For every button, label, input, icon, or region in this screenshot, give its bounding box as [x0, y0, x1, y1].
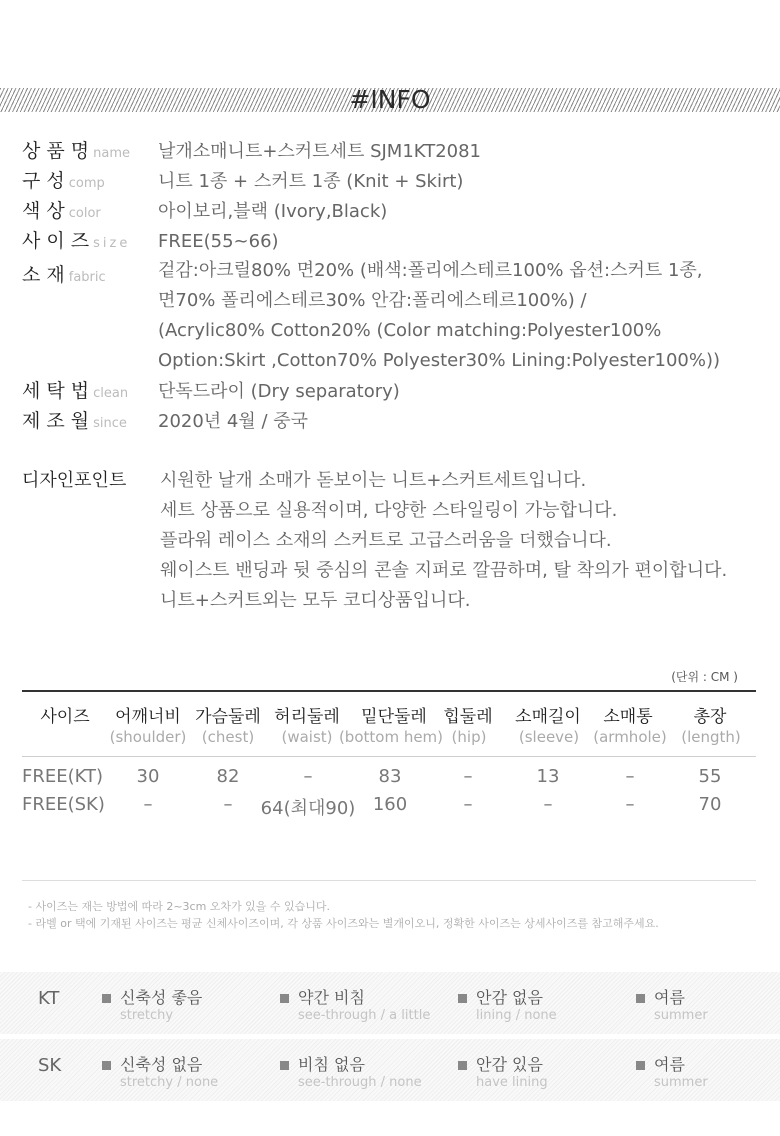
- feature-en: stretchy / none: [120, 1075, 219, 1090]
- info-value-line: Option:Skirt ,Cotton70% Polyester30% Lining:Polyester100%)): [158, 350, 721, 371]
- bullet-square-icon: [636, 1061, 645, 1070]
- col-sub-hip: (hip): [451, 728, 487, 746]
- bullet-square-icon: [280, 994, 289, 1003]
- feature-en: see-through / none: [298, 1075, 422, 1090]
- col-sub-length: (length): [681, 728, 741, 746]
- col-head-sleeve: 소매길이: [515, 707, 581, 727]
- col-head-armhole: 소매통: [603, 707, 653, 727]
- info-row-clean: [22, 376, 400, 407]
- feature-ko: 안감 없음: [476, 988, 543, 1007]
- design-point-line: 플라워 레이스 소재의 스커트로 고급스러움을 더했습니다.: [160, 530, 612, 551]
- cell-hip: –: [463, 794, 473, 815]
- info-label: [22, 166, 158, 193]
- cell-chest: 82: [216, 766, 240, 787]
- label-ko: 사 이 즈: [22, 230, 90, 252]
- info-row-since: [22, 406, 308, 437]
- band-label: KT: [38, 988, 60, 1009]
- label-ko: 색 상: [22, 200, 65, 222]
- cell-sleeve: 13: [536, 766, 560, 787]
- label-en: color: [68, 206, 101, 221]
- feature-ko: 여름: [654, 1055, 685, 1074]
- info-value-line: 면70% 폴리에스테르30% 안감:폴리에스테르100%) /: [158, 290, 587, 311]
- col-head-hem: 밑단둘레: [361, 707, 427, 727]
- col-head-chest: 가슴둘레: [195, 707, 261, 727]
- table-top-rule: [22, 690, 756, 692]
- cell-waist: –: [303, 766, 313, 787]
- col-head-hip: 힙둘레: [443, 707, 493, 727]
- label-en: clean: [93, 386, 129, 401]
- label-ko: 소 재: [22, 264, 65, 286]
- unit-label: (단위 : CM ): [671, 670, 738, 684]
- feature-item: [458, 1055, 548, 1090]
- note-line: - 사이즈는 재는 방법에 따라 2~3cm 오차가 있을 수 있습니다.: [28, 900, 331, 913]
- row-size-sk: FREE(SK): [22, 794, 105, 815]
- cell-hip: –: [463, 766, 473, 787]
- label-ko: 구 성: [22, 170, 65, 192]
- feature-item: [102, 988, 202, 1023]
- info-value: FREE(55~66): [158, 231, 279, 252]
- cell-sleeve: –: [543, 794, 553, 815]
- feature-ko: 안감 있음: [476, 1055, 543, 1074]
- info-value-line: (Acrylic80% Cotton20% (Color matching:Polyester100%: [158, 320, 662, 341]
- info-row-name: [22, 136, 481, 167]
- design-point-label: 디자인포인트: [22, 470, 127, 491]
- col-sub-sleeve: (sleeve): [518, 728, 580, 746]
- cell-shoulder: 30: [136, 766, 160, 787]
- feature-ko: 약간 비침: [298, 988, 365, 1007]
- row-size-kt: FREE(KT): [22, 766, 104, 787]
- info-label: [22, 406, 158, 433]
- feature-item: [280, 988, 430, 1023]
- feature-item: [636, 988, 708, 1023]
- bullet-square-icon: [102, 994, 111, 1003]
- feature-en: have lining: [476, 1075, 548, 1090]
- col-head-waist: 허리둘레: [274, 707, 340, 727]
- label-ko: 제 조 월: [22, 410, 90, 432]
- info-value: 아이보리,블랙 (Ivory,Black): [158, 201, 388, 222]
- cell-waist: 64(최대90): [260, 798, 356, 819]
- cell-hem: 83: [378, 766, 402, 787]
- feature-band-sk: [0, 1039, 780, 1101]
- design-point-line: 웨이스트 밴딩과 뒷 중심의 콘솔 지퍼로 깔끔하며, 탈 착의가 편이합니다.: [160, 560, 728, 581]
- col-sub-waist: (waist): [281, 728, 333, 746]
- col-sub-shoulder: (shoulder): [109, 728, 187, 746]
- feature-en: lining / none: [476, 1008, 557, 1023]
- feature-en: stretchy: [120, 1008, 174, 1023]
- bullet-square-icon: [102, 1061, 111, 1070]
- col-head-size: 사이즈: [40, 707, 90, 727]
- feature-ko: 여름: [654, 988, 685, 1007]
- cell-length: 55: [698, 766, 722, 787]
- col-sub-hem: (bottom hem): [338, 728, 444, 746]
- label-en: size: [93, 236, 131, 251]
- info-title: #INFO: [349, 85, 431, 114]
- col-sub-chest: (chest): [201, 728, 255, 746]
- info-label: [22, 196, 158, 223]
- feature-item: [102, 1055, 218, 1090]
- band-label: SK: [38, 1055, 62, 1076]
- feature-item: [636, 1055, 708, 1090]
- label-en: name: [93, 146, 131, 161]
- table-bottom-rule: [22, 880, 756, 881]
- feature-ko: 신축성 없음: [120, 1055, 203, 1074]
- design-point-line: 니트+스커트외는 모두 코디상품입니다.: [160, 590, 471, 611]
- cell-shoulder: –: [143, 794, 153, 815]
- feature-item: [280, 1055, 422, 1090]
- fabric-value: [158, 256, 720, 376]
- info-value: 날개소매니트+스커트세트 SJM1KT2081: [158, 141, 481, 162]
- design-point-line: 세트 상품으로 실용적이며, 다양한 스타일링이 가능합니다.: [160, 500, 618, 521]
- info-label: [22, 136, 158, 163]
- label-ko: 세 탁 법: [22, 380, 90, 402]
- cell-length: 70: [698, 794, 722, 815]
- label-en: since: [93, 416, 127, 431]
- info-row-size: [22, 226, 279, 257]
- col-head-shoulder: 어깨너비: [115, 707, 181, 727]
- label-en: fabric: [68, 270, 106, 285]
- note-line: - 라벨 or 택에 기재된 사이즈는 평균 신체사이즈이며, 각 상품 사이즈와는 별개이오니, 정확한 사이즈는 상세사이즈를 참고해주세요.: [28, 917, 659, 930]
- feature-en: see-through / a little: [298, 1008, 431, 1023]
- info-value: 겉감:아크릴80% 면20% (배색:폴리에스테르100% 옵션:스커트 1종,: [158, 260, 703, 281]
- info-label: [22, 256, 158, 287]
- cell-armhole: –: [625, 766, 635, 787]
- col-sub-armhole: (armhole): [593, 728, 667, 746]
- feature-en: summer: [654, 1008, 708, 1023]
- label-en: comp: [68, 176, 105, 191]
- bullet-square-icon: [636, 994, 645, 1003]
- col-head-length: 총장: [693, 707, 727, 727]
- bullet-square-icon: [280, 1061, 289, 1070]
- feature-en: summer: [654, 1075, 708, 1090]
- feature-ko: 비침 없음: [298, 1055, 365, 1074]
- table-header-rule: [22, 756, 756, 757]
- info-value: 니트 1종 + 스커트 1종 (Knit + Skirt): [158, 171, 464, 192]
- feature-ko: 신축성 좋음: [120, 988, 203, 1007]
- feature-item: [458, 988, 557, 1023]
- info-label: [22, 226, 158, 253]
- info-label: [22, 376, 158, 403]
- feature-band-kt: [0, 972, 780, 1034]
- design-point-line: 시원한 날개 소매가 돋보이는 니트+스커트세트입니다.: [160, 470, 587, 491]
- info-value: 단독드라이 (Dry separatory): [158, 381, 400, 402]
- info-row-comp: [22, 166, 463, 197]
- cell-chest: –: [223, 794, 233, 815]
- cell-armhole: –: [625, 794, 635, 815]
- info-value: 2020년 4월 / 중국: [158, 411, 309, 432]
- info-row-fabric: [22, 256, 720, 376]
- cell-hem: 160: [372, 794, 408, 815]
- bullet-square-icon: [458, 994, 467, 1003]
- info-row-color: [22, 196, 387, 227]
- bullet-square-icon: [458, 1061, 467, 1070]
- label-ko: 상 품 명: [22, 140, 90, 162]
- design-point-text: [160, 466, 727, 616]
